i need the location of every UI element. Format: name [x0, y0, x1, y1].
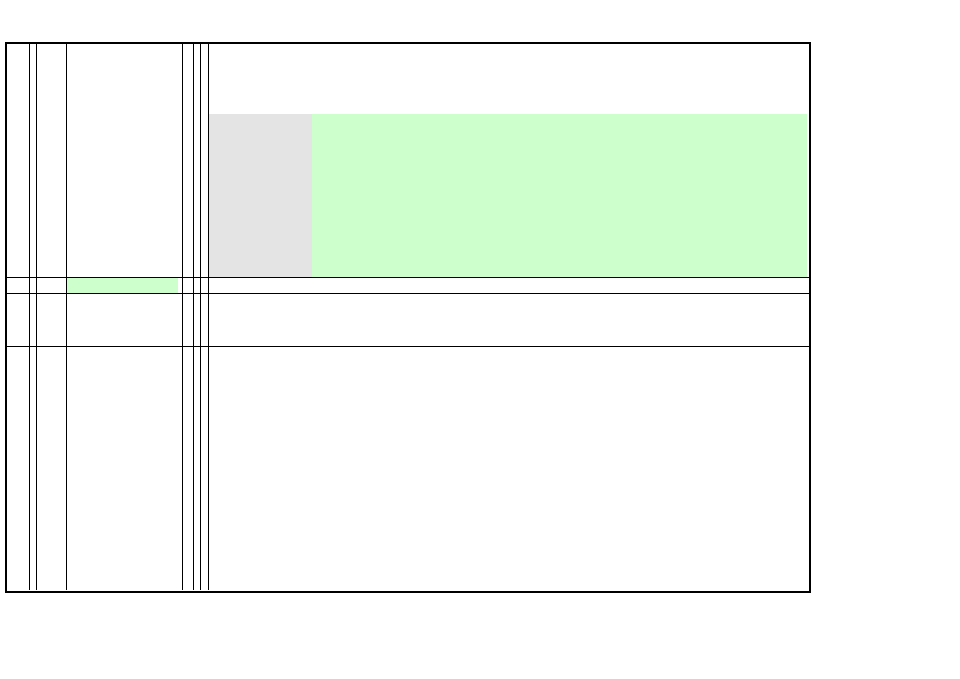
grid-row-line-1	[5, 277, 809, 278]
table-frame	[5, 42, 811, 593]
grid-col-6	[200, 44, 201, 590]
grid-col-3	[66, 44, 67, 590]
grid-col-7	[208, 44, 209, 590]
grid-col-5	[193, 44, 194, 590]
grid-col-4	[182, 44, 183, 590]
grid-row-line-2	[5, 293, 809, 294]
grid-col-1	[29, 44, 30, 590]
grid-col-2	[36, 44, 37, 590]
header-top-line	[5, 346, 809, 347]
